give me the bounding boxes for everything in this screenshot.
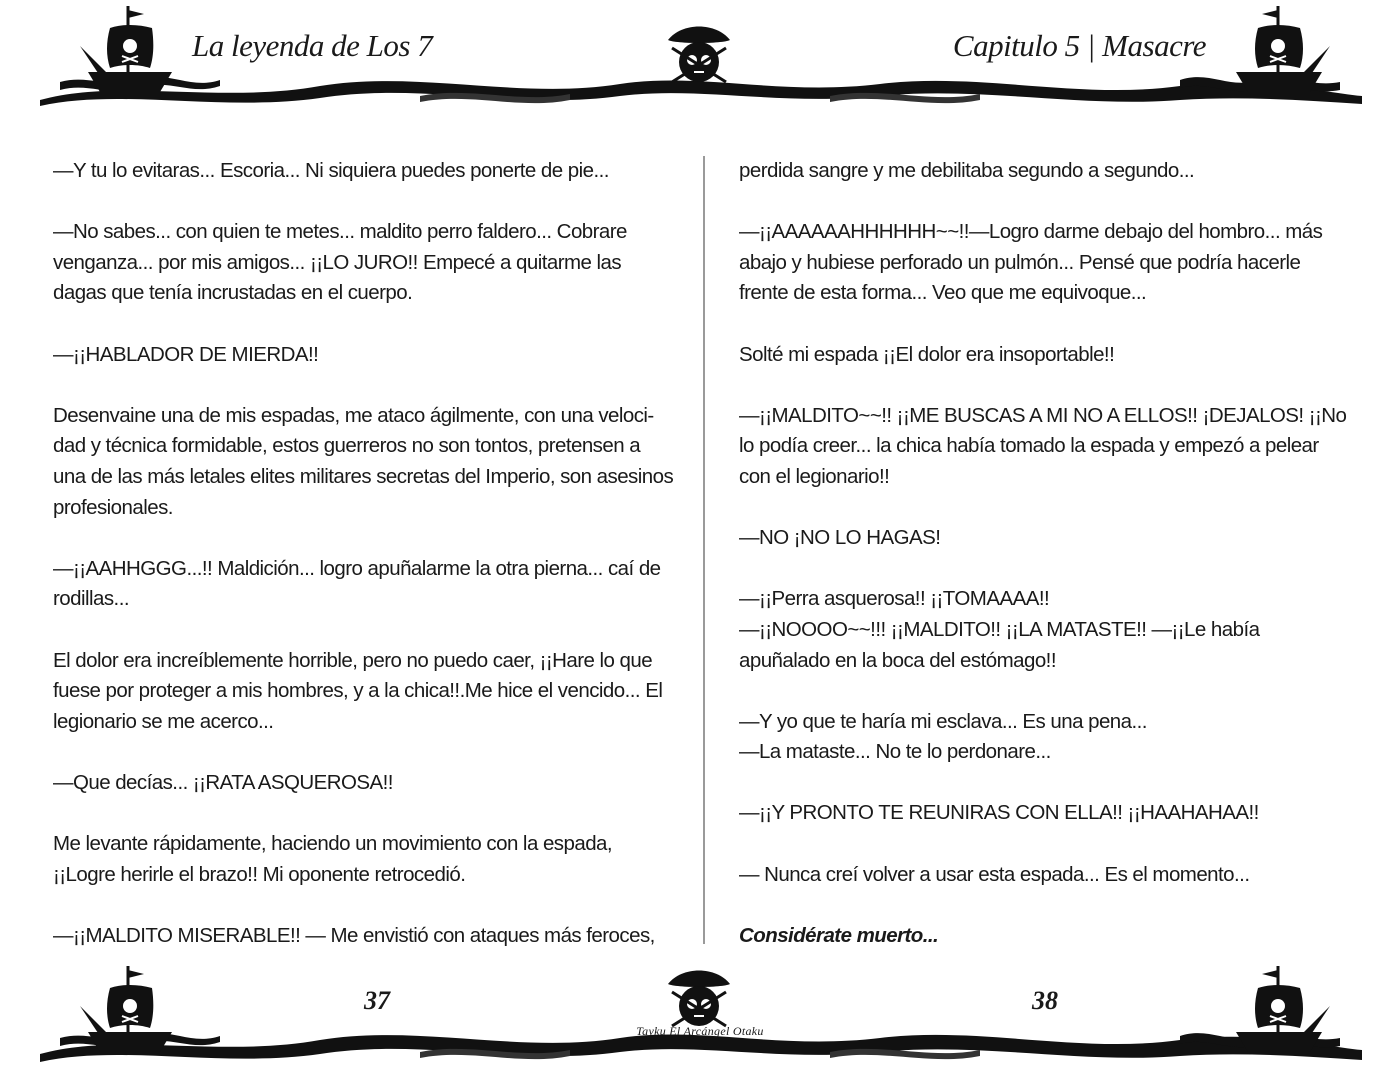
chapter-title: Capitulo 5 | Masacre [952,28,1206,63]
paragraph: — Nunca creí volver a usar esta espada... Es el momento... [739,862,1250,886]
paragraph: Solté mi espada ¡¡El dolor era insoportable!! [739,342,1115,366]
paragraph: —¡¡MALDITO~~!! ¡¡ME BUSCAS A MI NO A ELLOS!! ¡DEJALOS! ¡¡No lo podía creer... la chica había tomado la espada y empezó a pelear con el legionario!! [739,403,1347,488]
paragraph: Desenvaine una de mis espadas, me ataco ágilmente, con una veloci-dad y técnica formidable, estos guerreros no son tontos, pretensen a una de las más letales elites militares secretas del Imperio, son asesinos profesionales. [53,403,674,519]
closing-line: Considérate muerto... [739,923,939,947]
paragraph: —¡¡AAHHGGG...!! Maldición... logro apuñalarme la otra pierna... caí de rodillas... [53,556,661,611]
paragraph: El dolor era increíblemente horrible, pero no puedo caer, ¡¡Hare lo que fuese por proteger a mis hombres, y a la chica!!.Me hice el vencido... El legionario se me acerco... [53,648,663,733]
pirate-skull-icon [668,971,730,1027]
right-page-text [739,156,1349,982]
paragraph: —Que decías... ¡¡RATA ASQUEROSA!! [53,770,393,794]
paragraph: —¡¡NOOOO~~!!! ¡¡MALDITO!! ¡¡LA MATASTE!! —¡¡Le había apuñalado en la boca del estómago!! [739,617,1260,672]
pirate-ship-icon [80,966,172,1052]
left-page-text [53,156,677,982]
paragraph: perdida sangre y me debilitaba segundo a segundo... [739,159,1195,182]
book-title: La leyenda de Los 7 [192,28,433,63]
paragraph: —NO ¡NO LO HAGAS! [739,526,941,550]
paragraph: —¡¡AAAAAAHHHHHH~~!!—Logro darme debajo del hombro... más abajo y hubiese perforado un pulmón... Pensé que podría hacerle frente de esta forma... Veo que me equivoque... [739,220,1323,305]
page-number-right: 38 [1032,986,1058,1015]
paragraph: —Y tu lo evitaras... Escoria... Ni siquiera puedes ponerte de pie... [53,159,609,182]
paragraph: —No sabes... con quien te metes... maldito perro faldero... Cobrare venganza... por mis amigos... ¡¡LO JURO!! Empecé a quitarme las dagas que tenía incrustadas en el cuerpo. [53,220,627,305]
paragraph: —Y yo que te haría mi esclava... Es una pena... [739,709,1147,733]
pirate-ship-icon [1236,6,1330,92]
pirate-ship-icon [1236,966,1330,1052]
header-band [0,0,1400,120]
paragraph: —La mataste... No te lo perdonare... [739,740,1051,764]
pirate-ship-icon [80,6,172,92]
column-divider [703,156,705,944]
paragraph: Me levante rápidamente, haciendo un movimiento con la espada, ¡¡Logre herirle el brazo!! Mi oponente retrocedió. [53,832,613,886]
footer-band [0,958,1400,1082]
paragraph: —¡¡Y PRONTO TE REUNIRAS CON ELLA!! ¡¡HAAHAHAA!! [739,801,1259,825]
paragraph: —¡¡MALDITO MISERABLE!! — Me envistió con ataques más feroces, [53,923,655,947]
author-credit: Tayku El Arcángel Otaku [636,1024,764,1038]
pirate-skull-icon [668,27,730,83]
paragraph: —¡¡HABLADOR DE MIERDA!! [53,342,319,366]
paragraph: —¡¡Perra asquerosa!! ¡¡TOMAAAA!! [739,587,1050,611]
page-number-left: 37 [364,986,390,1015]
footer-ornament [0,958,1400,1082]
